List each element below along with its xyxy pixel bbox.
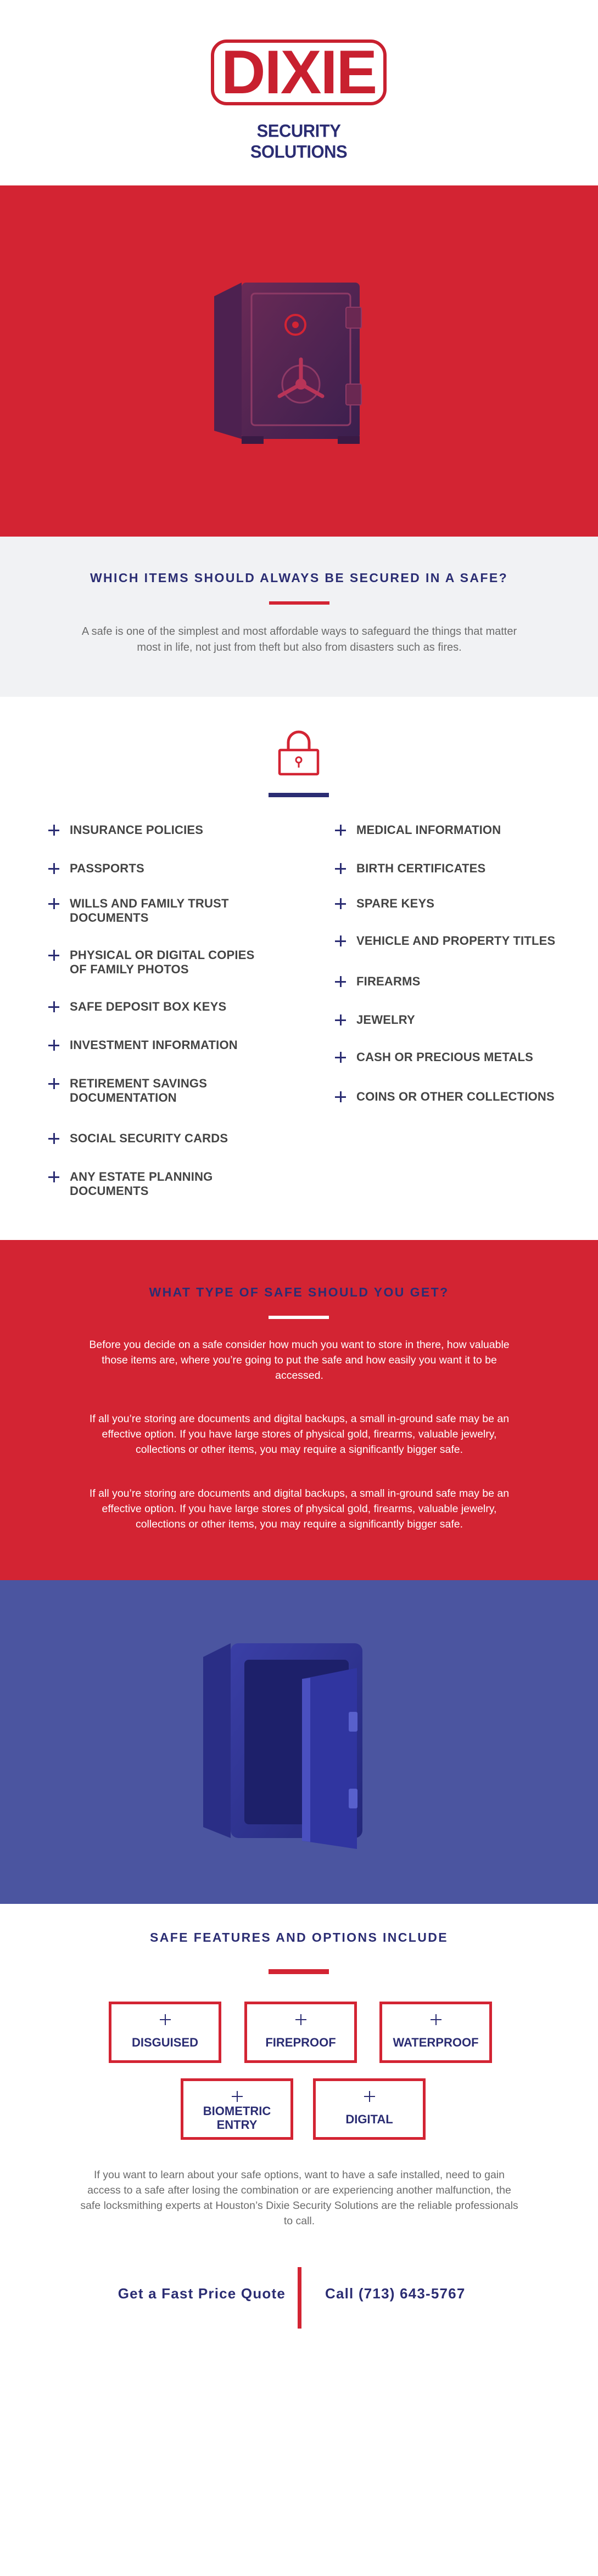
cta-divider [298, 2267, 301, 2329]
plus-icon [48, 898, 59, 909]
feature-option-digital: DIGITAL [313, 2078, 426, 2140]
list-item: VEHICLE AND PROPERTY TITLES [335, 934, 555, 948]
logo-tagline: SECURITY SOLUTIONS [250, 121, 348, 162]
intro-heading: WHICH ITEMS SHOULD ALWAYS BE SECURED IN A SAFE? [90, 571, 508, 585]
plus-icon [48, 1133, 59, 1144]
intro-section [0, 537, 598, 697]
plus-icon [48, 1171, 59, 1182]
items-heading-underline [269, 793, 329, 797]
plus-icon [48, 825, 59, 836]
plus-icon [48, 950, 59, 961]
price-quote-link[interactable]: Get a Fast Price Quote [118, 2285, 286, 2302]
list-item: CASH OR PRECIOUS METALS [335, 1050, 533, 1064]
list-item: INSURANCE POLICIES [48, 823, 203, 837]
plus-icon [335, 898, 346, 909]
list-item: JEWELRY [335, 1013, 415, 1027]
intro-paragraph: A safe is one of the simplest and most affordable ways to safeguard the things that matter most in life, not just from theft but also from disasters such as fires. [81, 625, 517, 653]
list-item: MEDICAL INFORMATION [335, 823, 501, 837]
feature-option-fireproof: FIREPROOF [244, 2002, 357, 2063]
plus-icon [48, 863, 59, 874]
list-item: COINS OR OTHER COLLECTIONS [335, 1090, 555, 1104]
list-item: BIRTH CERTIFICATES [335, 861, 485, 876]
plus-icon [431, 2014, 441, 2025]
plus-icon [335, 863, 346, 874]
safe-open-illustration [192, 1635, 401, 1865]
safe-closed-illustration [209, 280, 373, 455]
list-item: PASSPORTS [48, 861, 144, 876]
plus-icon [335, 976, 346, 987]
plus-icon [295, 2014, 306, 2025]
logo[interactable] [211, 38, 387, 162]
plus-icon [335, 1052, 346, 1063]
safe-type-heading: WHAT TYPE OF SAFE SHOULD YOU GET? [149, 1285, 449, 1299]
list-item: SPARE KEYS [335, 897, 434, 911]
feature-option-waterproof: WATERPROOF [379, 2002, 492, 2063]
closing-paragraph: If you want to learn about your safe options, want to have a safe installed, need to gain access to a safe after losing the combination or are experiencing another malfunction, the safe locksmithing experts at Houston’s Dixie Security Solutions are the reliable professionals to call. [80, 2169, 518, 2227]
plus-icon [335, 1091, 346, 1102]
safe-type-paragraph: If all you’re storing are documents and digital backups, a small in-ground safe may be an effective option. If you have large stores of physical gold, firearms, valuable jewelry, collections or other items, you may require a significantly bigger safe. [89, 1413, 510, 1456]
features-heading: SAFE FEATURES AND OPTIONS INCLUDE [149, 1930, 449, 1944]
safe-type-paragraph: Before you decide on a safe consider how much you want to store in there, how valuable those items are, where you’re going to put the safe and how easily you want it to be accessed. [89, 1339, 510, 1382]
header [0, 0, 598, 185]
plus-icon [335, 825, 346, 836]
safe-type-paragraph: If all you’re storing are documents and digital backups, a small in-ground safe may be an effective option. If you have large stores of physical gold, firearms, valuable jewelry, collections or other items, you may require a significantly bigger safe. [89, 1487, 510, 1530]
list-item: ANY ESTATE PLANNING DOCUMENTS [48, 1170, 268, 1198]
plus-icon [335, 935, 346, 946]
plus-icon [48, 1040, 59, 1051]
list-item: PHYSICAL OR DIGITAL COPIES OF FAMILY PHOTOS [48, 948, 268, 977]
intro-heading-underline [269, 601, 329, 605]
list-item: FIREARMS [335, 974, 421, 989]
list-item: WILLS AND FAMILY TRUST DOCUMENTS [48, 897, 268, 925]
plus-icon [232, 2091, 243, 2102]
features-heading-underline [269, 1969, 329, 1974]
safe-type-heading-underline [269, 1316, 329, 1319]
lock-icon [276, 729, 321, 776]
logo-wordmark: DIXIE [221, 38, 377, 106]
plus-icon [364, 2091, 375, 2102]
logo-frame [211, 40, 387, 105]
plus-icon [335, 1014, 346, 1025]
list-item: SAFE DEPOSIT BOX KEYS [48, 1000, 226, 1014]
plus-icon [48, 1078, 59, 1089]
list-item: SOCIAL SECURITY CARDS [48, 1131, 228, 1146]
feature-option-disguised: DISGUISED [109, 2002, 221, 2063]
phone-call-link[interactable]: Call (713) 643-5767 [325, 2285, 466, 2302]
list-item: INVESTMENT INFORMATION [48, 1038, 238, 1052]
plus-icon [160, 2014, 171, 2025]
list-item: RETIREMENT SAVINGS DOCUMENTATION [48, 1076, 268, 1105]
feature-option-biometric-entry: BIOMETRIC ENTRY [181, 2078, 293, 2140]
plus-icon [48, 1001, 59, 1012]
